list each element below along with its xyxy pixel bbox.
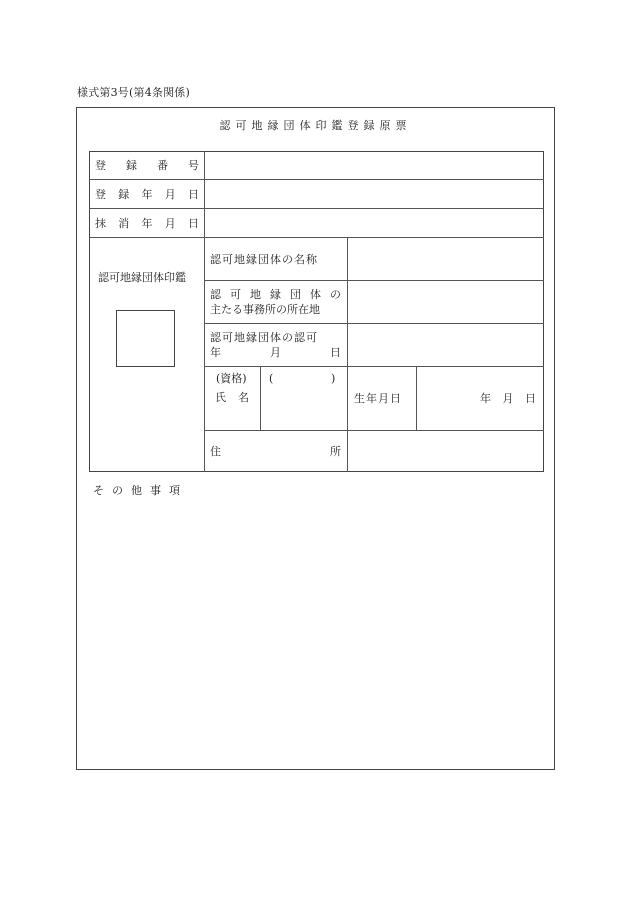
seal-impression-box <box>116 310 175 367</box>
seal-label: 認可地縁団体印鑑 <box>98 271 186 284</box>
address-label: 住 所 <box>210 445 341 458</box>
column-divider <box>260 366 261 430</box>
paren-open: ( <box>269 372 274 385</box>
row-divider <box>204 366 544 367</box>
org-name-label: 認可地縁団体の名称 <box>210 253 318 266</box>
column-divider <box>347 237 348 472</box>
row-divider <box>89 237 544 238</box>
registration-date-label: 登 録 年 月 日 <box>95 188 199 201</box>
row-divider <box>204 430 544 431</box>
birth-date-label: 生年月日 <box>354 392 402 405</box>
column-divider <box>416 366 417 430</box>
row-divider <box>204 323 544 324</box>
qualification-label: (資格) <box>216 372 247 385</box>
cancellation-date-label: 抹 消 年 月 日 <box>95 217 199 230</box>
registration-number-label: 登 録 番 号 <box>95 159 199 172</box>
name-label: 氏 名 <box>215 391 249 404</box>
other-matters-label: その他事項 <box>93 484 188 497</box>
paren-close: ) <box>331 372 336 385</box>
row-divider <box>204 280 544 281</box>
birth-date-value: 年 月 日 <box>480 392 536 405</box>
form-caption: 様式第3号(第4条関係) <box>77 86 190 99</box>
office-location-label-line1: 認 可 地 縁 団 体 の <box>210 288 341 301</box>
row-divider <box>89 179 544 180</box>
form-title: 認可地縁団体印鑑登録原票 <box>219 119 412 132</box>
approval-date-label-line2: 年 月 日 <box>210 346 341 359</box>
approval-date-label-line1: 認可地縁団体の認可 <box>210 331 318 344</box>
column-divider <box>204 151 205 472</box>
office-location-label-line2: 主たる事務所の所在地 <box>210 303 320 316</box>
row-divider <box>89 208 544 209</box>
